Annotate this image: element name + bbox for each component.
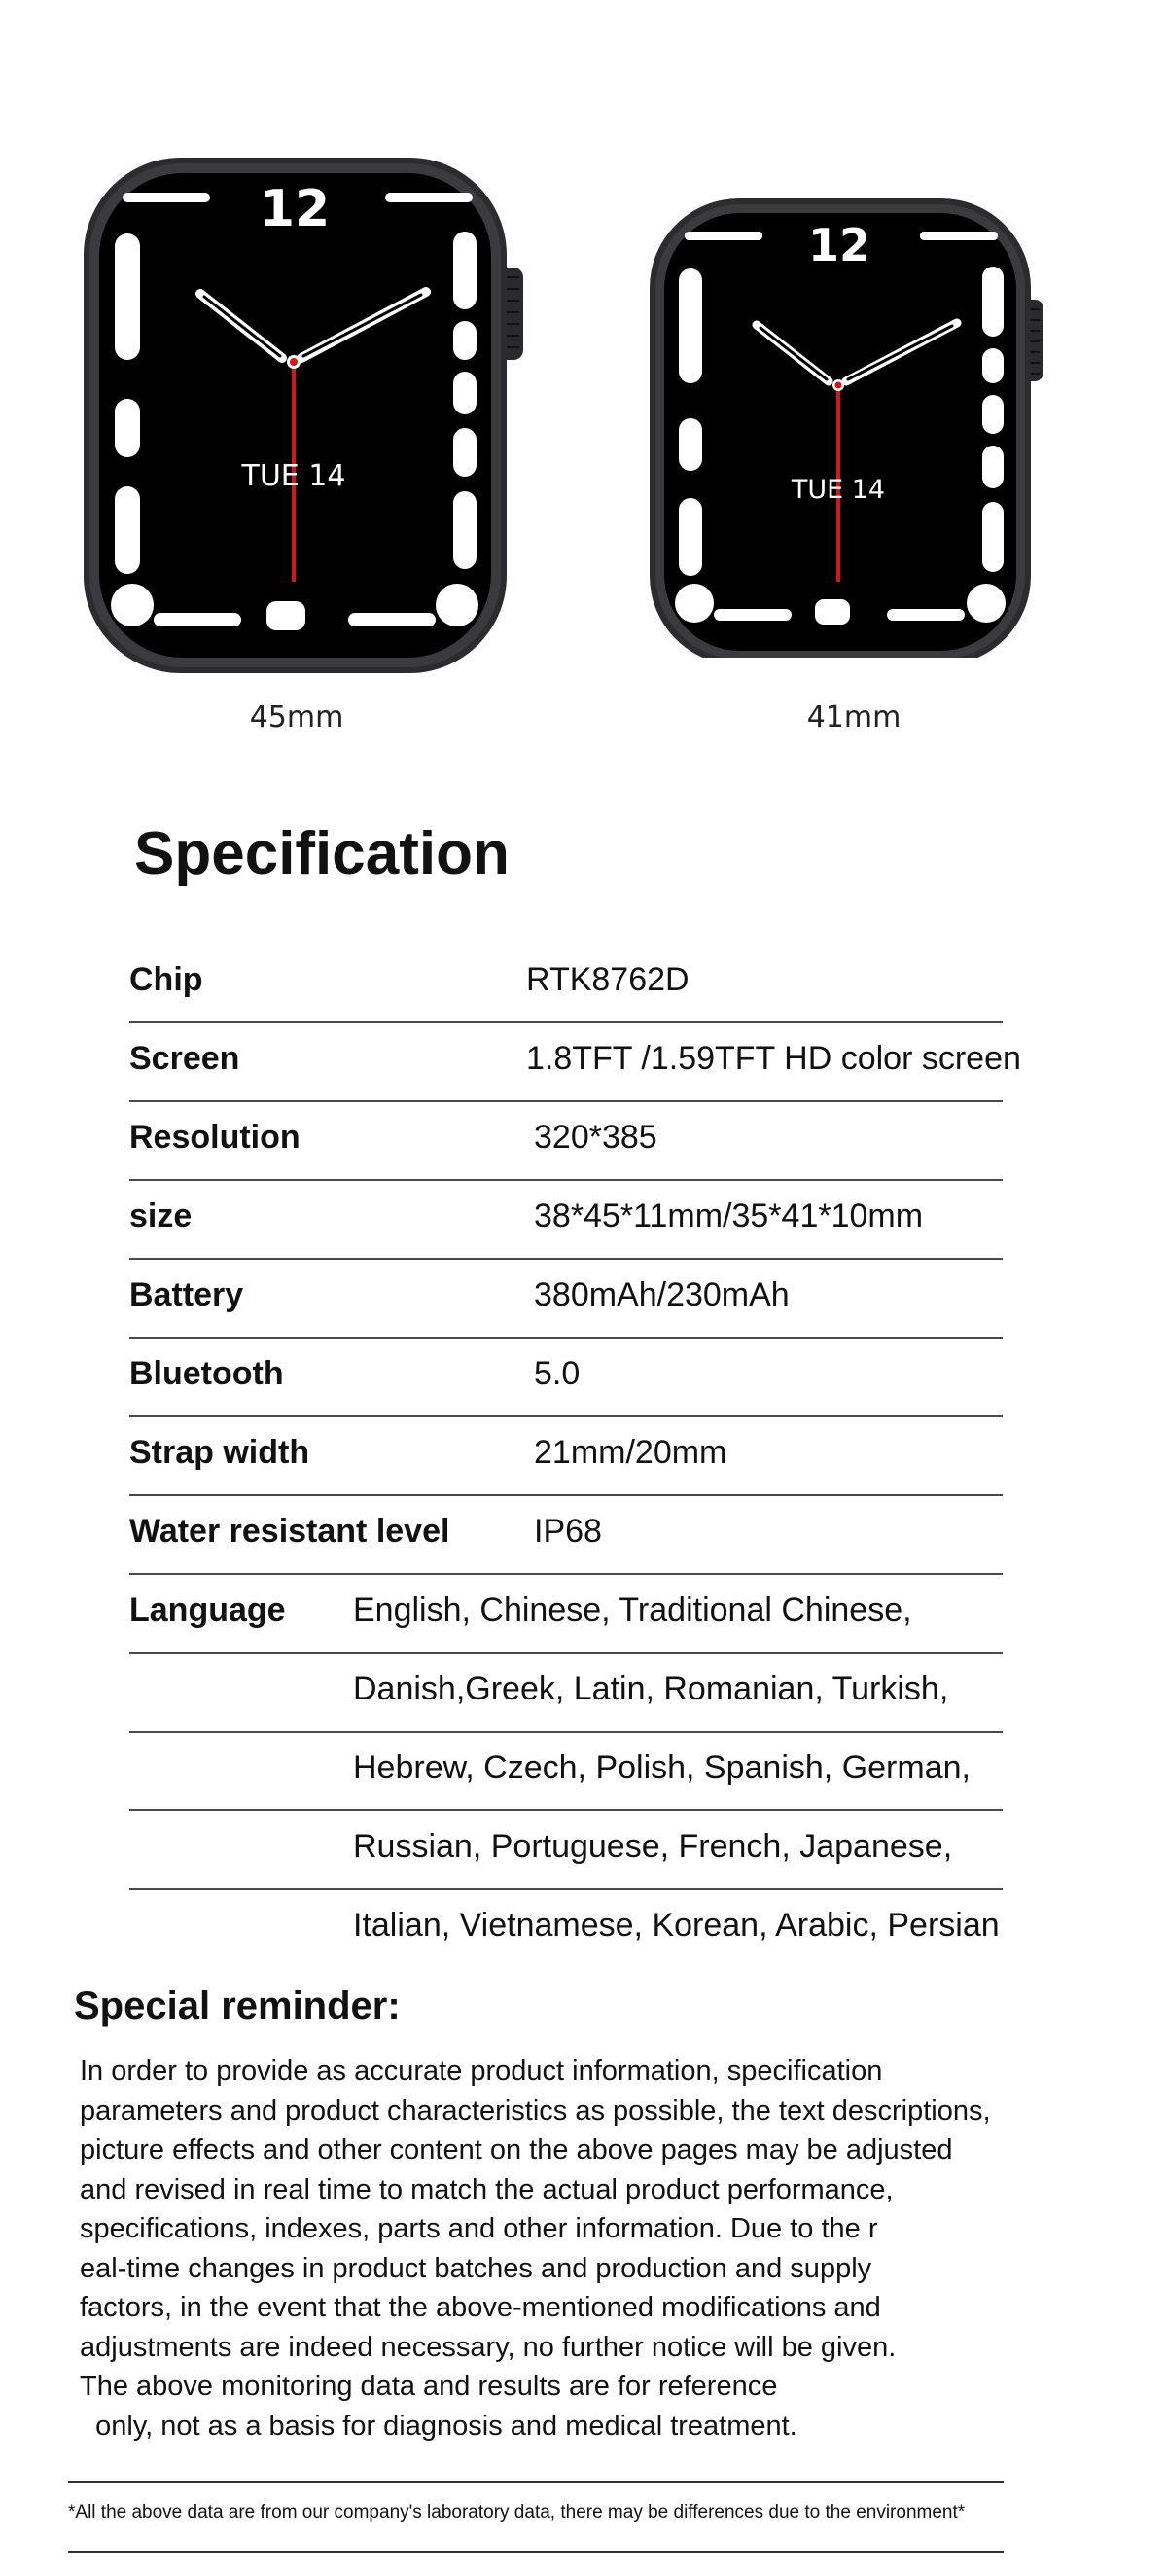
reminder-line: only, not as a basis for diagnosis and medical treatment.: [80, 2411, 797, 2442]
spec-row: [129, 1418, 1003, 1496]
spec-value: 38*45*11mm/35*41*10mm: [534, 1198, 924, 1234]
watch-date: TUE 14: [791, 475, 886, 505]
language-line: Italian, Vietnamese, Korean, Arabic, Persian: [353, 1907, 1000, 1944]
row-divider: [129, 1888, 1003, 1890]
spec-row-language: [129, 1812, 1003, 1890]
footnote-top-divider: [68, 2481, 1004, 2483]
spec-row-language: [129, 1576, 1003, 1654]
reminder-line: In order to provide as accurate product information, specification: [80, 2056, 883, 2087]
watch-45mm: [76, 146, 543, 734]
spec-key: Resolution: [129, 1119, 301, 1156]
row-divider: [129, 1809, 1003, 1811]
dial-twelve: 12: [807, 219, 871, 271]
dial-twelve: 12: [259, 180, 331, 238]
language-line: Hebrew, Czech, Polish, Spanish, German,: [353, 1749, 971, 1786]
spec-key: Bluetooth: [129, 1355, 284, 1392]
row-divider: [129, 1337, 1003, 1339]
language-line: English, Chinese, Traditional Chinese,: [353, 1592, 912, 1628]
spec-value: 21mm/20mm: [534, 1434, 727, 1471]
spec-row-language: [129, 1734, 1003, 1811]
watch-size-caption: 41mm: [806, 700, 902, 734]
spec-value: RTK8762D: [526, 961, 690, 998]
footnote-bottom-divider: [68, 2551, 1004, 2553]
spec-key: Language: [129, 1592, 286, 1628]
watch-45mm-image: [76, 146, 543, 691]
row-divider: [129, 1179, 1003, 1181]
spec-row: [129, 946, 1003, 1023]
watch-41mm-image: [644, 191, 1062, 658]
spec-value: 380mAh/230mAh: [534, 1276, 790, 1313]
language-line: Russian, Portuguese, French, Japanese,: [353, 1828, 953, 1865]
spec-key: Chip: [129, 961, 203, 998]
spec-value: 5.0: [534, 1355, 581, 1392]
row-divider: [129, 1731, 1003, 1733]
spec-key: Battery: [129, 1276, 244, 1313]
row-divider: [129, 1415, 1003, 1417]
row-divider: [129, 1573, 1003, 1575]
specification-title: Specification: [134, 820, 510, 887]
spec-row: [129, 1340, 1003, 1417]
reminder-title: Special reminder:: [74, 1985, 401, 2027]
reminder-line: factors, in the event that the above-mentioned modifications and: [80, 2292, 881, 2323]
reminder-line: The above monitoring data and results are for reference: [80, 2371, 778, 2402]
watch-date: TUE 14: [241, 459, 346, 493]
reminder-line: eal-time changes in product batches and production and supply: [80, 2253, 872, 2284]
spec-row: [129, 1103, 1003, 1181]
spec-row-language: [129, 1891, 1003, 1969]
spec-key: Screen: [129, 1040, 240, 1077]
spec-value: 1.8TFT /1.59TFT HD color screen: [526, 1040, 1021, 1077]
spec-row: [129, 1182, 1003, 1260]
reminder-line: and revised in real time to match the actual product performance,: [80, 2174, 894, 2205]
row-divider: [129, 1652, 1003, 1654]
spec-key: Water resistant level: [129, 1513, 450, 1550]
footnote: *All the above data are from our company's laboratory data, there may be differences due to the environment*: [68, 2502, 966, 2522]
spec-row: [129, 1497, 1003, 1575]
spec-row: [129, 1024, 1021, 1102]
spec-key: size: [129, 1198, 193, 1234]
spec-value: 320*385: [534, 1119, 657, 1156]
spec-key: Strap width: [129, 1434, 310, 1471]
spec-value: IP68: [534, 1513, 602, 1550]
row-divider: [129, 1100, 1003, 1102]
watch-41mm: [644, 191, 1062, 734]
spec-row-language: [129, 1655, 1003, 1733]
reminder-line: picture effects and other content on the above pages may be adjusted: [80, 2134, 953, 2165]
row-divider: [129, 1494, 1003, 1496]
reminder-line: specifications, indexes, parts and other information. Due to the r: [80, 2213, 878, 2244]
spec-row: [129, 1261, 1003, 1339]
row-divider: [129, 1021, 1003, 1023]
watch-size-caption: 45mm: [249, 700, 344, 734]
language-line: Danish,Greek, Latin, Romanian, Turkish,: [353, 1670, 949, 1707]
row-divider: [129, 1258, 1003, 1260]
reminder-line: parameters and product characteristics as possible, the text descriptions,: [80, 2095, 991, 2127]
reminder-line: adjustments are indeed necessary, no further notice will be given.: [80, 2332, 897, 2363]
